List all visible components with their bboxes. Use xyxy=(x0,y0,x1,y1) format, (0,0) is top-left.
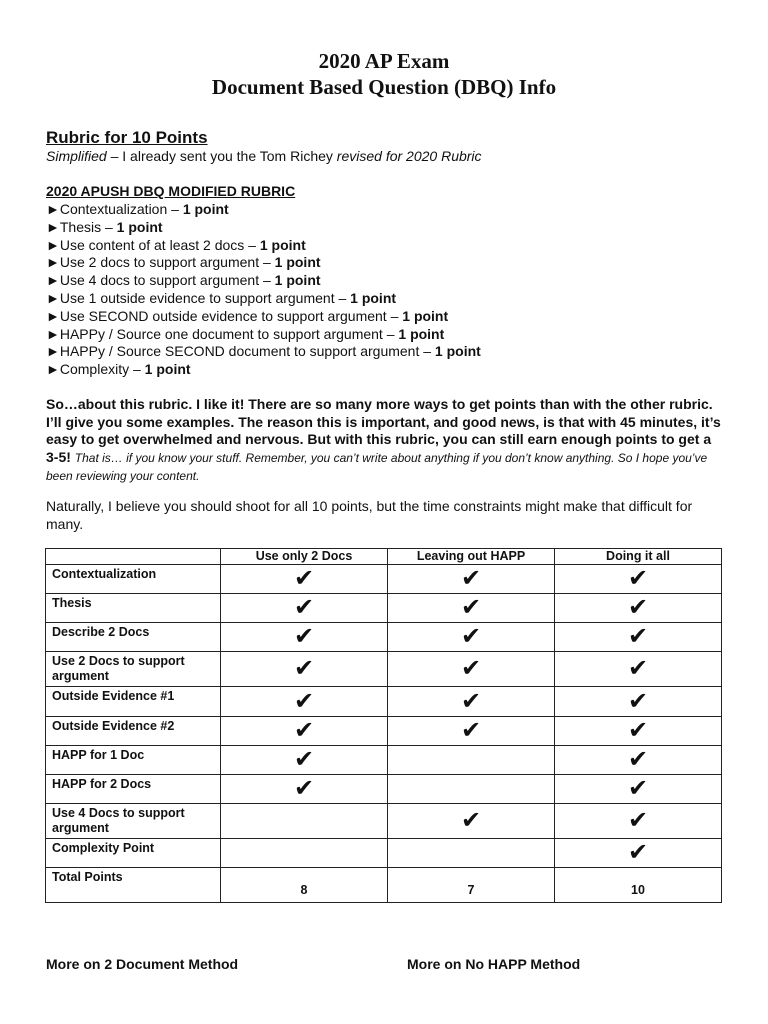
total-row xyxy=(46,868,722,903)
table-cell xyxy=(221,839,388,868)
commentary-bold: So…about this rubric. I like it! There are so many more ways to get points than with the other rubric. I’ll give you some examples. The reason this is important, and good news, is that with 45 minutes, it’s easy to get overwhelmed and nervous. But with this rubric, you can still earn enough points to get a 3-5! xyxy=(46,396,721,465)
page-title xyxy=(0,48,768,100)
rubric-heading: Rubric for 10 Points xyxy=(46,128,208,147)
table-header-doing-it-all: Doing it all xyxy=(555,549,722,565)
checkmark-icon: ✔ xyxy=(627,807,649,834)
rubric-point-value: 1 point xyxy=(402,307,449,324)
apush-rubric-heading: 2020 APUSH DBQ MODIFIED RUBRIC xyxy=(46,183,296,199)
rubric-commentary xyxy=(46,396,726,486)
total-value: 8 xyxy=(221,868,388,903)
triangle-bullet-icon: ► xyxy=(46,325,60,342)
rubric-point-label: Use 2 docs to support argument – xyxy=(59,254,275,271)
rubric-point-item xyxy=(46,237,481,255)
rubric-point-value: 1 point xyxy=(434,343,481,360)
rubric-point-label: HAPPy / Source one document to support argument – xyxy=(59,325,399,342)
checkmark-icon: ✔ xyxy=(460,623,482,650)
table-cell xyxy=(388,594,555,623)
rubric-point-label: Use 4 docs to support argument – xyxy=(59,272,275,289)
checkmark-icon: ✔ xyxy=(460,565,482,592)
rubric-point-label: Complexity – xyxy=(59,361,145,378)
rubric-point-label: Contextualization – xyxy=(59,201,183,217)
checkmark-icon: ✔ xyxy=(627,623,649,650)
checkmark-icon: ✔ xyxy=(460,687,482,715)
simplified-italic: Simplified xyxy=(46,148,107,164)
rubric-point-value: 1 point xyxy=(259,236,306,253)
table-cell xyxy=(221,652,388,687)
checkmark-icon: ✔ xyxy=(460,807,482,834)
table-row xyxy=(46,687,722,717)
table-cell xyxy=(555,687,722,717)
triangle-bullet-icon: ► xyxy=(46,254,60,271)
table-cell xyxy=(388,804,555,839)
checkmark-icon: ✔ xyxy=(293,775,315,802)
table-row xyxy=(46,594,722,623)
table-row xyxy=(46,804,722,839)
table-header-only-2-docs: Use only 2 Docs xyxy=(221,549,388,565)
naturally-paragraph: Naturally, I believe you should shoot for all 10 points, but the time constraints might make that difficult for many. xyxy=(46,498,693,532)
table-cell xyxy=(221,687,388,717)
rubric-point-label: Use 1 outside evidence to support argument – xyxy=(59,289,351,306)
triangle-bullet-icon: ► xyxy=(46,289,60,306)
checkmark-icon: ✔ xyxy=(293,687,315,715)
rubric-point-item xyxy=(46,272,481,290)
row-label: Use 2 Docs to support argument xyxy=(46,652,221,687)
checkmark-icon: ✔ xyxy=(627,839,649,866)
row-label: Outside Evidence #1 xyxy=(46,687,221,717)
checkmark-icon: ✔ xyxy=(460,655,482,682)
rubric-point-label: HAPPy / Source SECOND document to support argument – xyxy=(59,343,435,360)
checkmark-icon: ✔ xyxy=(293,565,315,592)
table-row xyxy=(46,775,722,804)
table-cell xyxy=(221,565,388,594)
row-label: Outside Evidence #2 xyxy=(46,717,221,746)
rubric-point-label: Use SECOND outside evidence to support argument – xyxy=(59,307,403,324)
rubric-points-list xyxy=(46,201,481,379)
table-cell xyxy=(555,804,722,839)
checkmark-icon: ✔ xyxy=(627,655,649,682)
checkmark-icon: ✔ xyxy=(293,717,315,744)
rubric-point-item xyxy=(46,254,481,272)
table-row xyxy=(46,717,722,746)
title-line-1: 2020 AP Exam xyxy=(318,49,450,73)
checkmark-icon: ✔ xyxy=(627,687,649,715)
table-cell xyxy=(555,652,722,687)
table-row xyxy=(46,652,722,687)
checkmark-icon: ✔ xyxy=(627,565,649,592)
rubric-point-value: 1 point xyxy=(144,361,191,378)
rubric-point-label: Use content of at least 2 docs – xyxy=(59,236,260,253)
table-cell xyxy=(221,775,388,804)
table-cell xyxy=(221,717,388,746)
table-body xyxy=(46,565,722,903)
row-label: Contextualization xyxy=(46,565,221,594)
footer-two-document-method: More on 2 Document Method xyxy=(46,956,239,972)
table-row xyxy=(46,746,722,775)
triangle-bullet-icon: ► xyxy=(46,343,60,360)
table-cell xyxy=(555,717,722,746)
checkmark-icon: ✔ xyxy=(293,623,315,650)
table-cell xyxy=(388,687,555,717)
row-label: Thesis xyxy=(46,594,221,623)
rubric-point-item xyxy=(46,219,481,237)
points-comparison-table xyxy=(45,548,722,903)
table-cell xyxy=(388,717,555,746)
table-row xyxy=(46,623,722,652)
table-cell xyxy=(221,623,388,652)
total-value: 7 xyxy=(388,868,555,903)
rubric-point-item xyxy=(46,326,481,344)
row-label: Use 4 Docs to support argument xyxy=(46,804,221,839)
table-cell xyxy=(221,804,388,839)
triangle-bullet-icon: ► xyxy=(46,361,60,378)
checkmark-icon: ✔ xyxy=(627,746,649,773)
table-header-row xyxy=(46,549,722,565)
row-label: HAPP for 1 Doc xyxy=(46,746,221,775)
footer-no-happ-method: More on No HAPP Method xyxy=(407,956,581,972)
rubric-point-item xyxy=(46,201,481,219)
table-cell xyxy=(388,775,555,804)
rubric-point-item xyxy=(46,361,481,379)
simplified-text: – I already sent you the Tom Richey xyxy=(106,148,337,164)
checkmark-icon: ✔ xyxy=(627,594,649,621)
simplified-note xyxy=(46,148,482,164)
rubric-point-value: 1 point xyxy=(398,325,445,342)
table-cell xyxy=(388,565,555,594)
total-label: Total Points xyxy=(46,868,221,903)
rubric-point-value: 1 point xyxy=(182,201,229,217)
triangle-bullet-icon: ► xyxy=(46,307,60,324)
rubric-point-item xyxy=(46,343,481,361)
table-header-leaving-out-happ: Leaving out HAPP xyxy=(388,549,555,565)
triangle-bullet-icon: ► xyxy=(46,218,60,235)
table-cell xyxy=(555,775,722,804)
table-row xyxy=(46,839,722,868)
triangle-bullet-icon: ► xyxy=(46,201,60,217)
rubric-point-label: Thesis – xyxy=(59,218,117,235)
simplified-italic-2: revised for 2020 Rubric xyxy=(336,148,482,164)
table-header-corner xyxy=(46,549,221,565)
row-label: Complexity Point xyxy=(46,839,221,868)
table-cell xyxy=(555,594,722,623)
checkmark-icon: ✔ xyxy=(293,655,315,682)
triangle-bullet-icon: ► xyxy=(46,272,60,289)
commentary-italic: That is… if you know your stuff. Remember, you can’t write about anything if you don’t know anything. So I hope you’ve been reviewing your content. xyxy=(46,450,708,484)
rubric-point-item xyxy=(46,308,481,326)
triangle-bullet-icon: ► xyxy=(46,236,60,253)
total-value: 10 xyxy=(555,868,722,903)
rubric-point-value: 1 point xyxy=(116,218,163,235)
checkmark-icon: ✔ xyxy=(460,594,482,621)
table-cell xyxy=(388,746,555,775)
table-cell xyxy=(388,623,555,652)
row-label: Describe 2 Docs xyxy=(46,623,221,652)
table-cell xyxy=(388,839,555,868)
checkmark-icon: ✔ xyxy=(627,775,649,802)
row-label: HAPP for 2 Docs xyxy=(46,775,221,804)
rubric-point-value: 1 point xyxy=(274,254,321,271)
checkmark-icon: ✔ xyxy=(460,717,482,744)
table-cell xyxy=(221,746,388,775)
checkmark-icon: ✔ xyxy=(293,594,315,621)
rubric-point-value: 1 point xyxy=(274,272,321,289)
checkmark-icon: ✔ xyxy=(627,717,649,744)
rubric-point-value: 1 point xyxy=(350,289,397,306)
title-line-2: Document Based Question (DBQ) Info xyxy=(211,75,557,99)
table-cell xyxy=(555,623,722,652)
table-cell xyxy=(555,839,722,868)
table-row xyxy=(46,565,722,594)
table-cell xyxy=(388,652,555,687)
table-cell xyxy=(555,746,722,775)
checkmark-icon: ✔ xyxy=(293,746,315,773)
table-cell xyxy=(555,565,722,594)
table-cell xyxy=(221,594,388,623)
rubric-point-item xyxy=(46,290,481,308)
